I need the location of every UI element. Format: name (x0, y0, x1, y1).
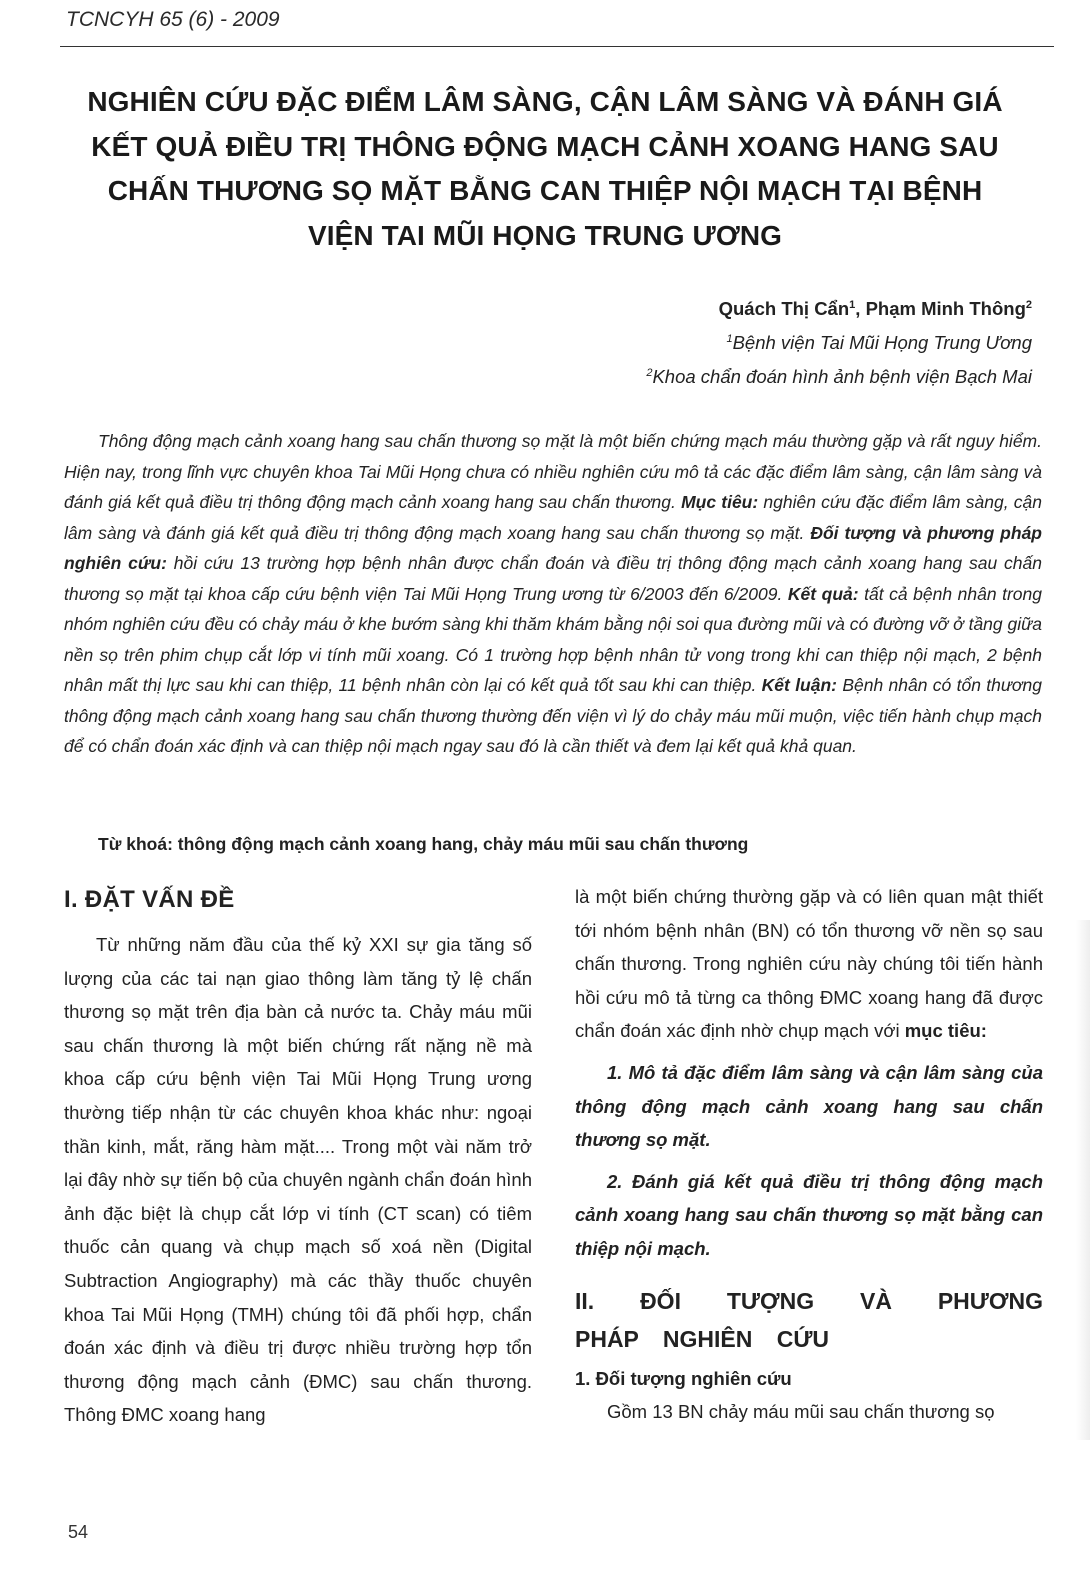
abstract (64, 426, 1042, 762)
affiliation-1 (646, 326, 1032, 360)
objective-1: 1. Mô tả đặc điểm lâm sàng và cận lâm sàng của thông động mạch cảnh xoang hang sau chấn thương sọ mặt. (575, 1061, 1043, 1151)
section-2-paragraph: Gồm 13 BN chảy máu mũi sau chấn thương sọ (607, 1401, 995, 1423)
section-1-paragraph: Từ những năm đầu của thế kỷ XXI sự gia tăng số lượng của các tai nạn giao thông làm tăng tỷ lệ chấn thương sọ mặt trên địa bàn cả nước ta. Chảy máu mũi sau chấn thương là một biến chứng rất nặng nề mà khoa cấp cứu bệnh viện Tai Mũi Họng Trung ương thường tiếp nhận từ các chuyên khoa khác như: ngoại thần kinh, mắt, răng hàm mặt.... Trong một vài năm trở lại đây nhờ sự tiến bộ của chuyên ngành chẩn đoán hình ảnh đặc biệt là chụp cắt lớp vi tính (CT scan) có tiêm thuốc cản quang và chụp mạch số xoá nền (Digital Subtraction Angiography) mà các thầy thuốc chuyên khoa Tai Mũi Họng (TMH) chúng tôi đã phối hợp, chẩn đoán xác định và điều trị được nhiều trường hợp tổn thương động mạch cảnh (ĐMC) sau chấn thương. Thông ĐMC xoang hang (64, 934, 532, 1426)
abstract-results: tất cả bệnh nhân trong nhóm nghiên cứu đều có chảy máu ở khe bướm sàng khi thăm khám bằng nội soi qua đường mũi và có đường vỡ ở tầng giữa nền sọ trên phim chụp cắt lớp vi tính mũi xoang. Có 1 trường hợp bệnh nhân tử vong trong khi can thiệp nội mạch, 2 bệnh nhân mất thị lực sau khi can thiệp, 11 bệnh nhân còn lại có kết quả tốt sau khi can thiệp. (64, 583, 1043, 695)
journal-header: TCNCYH 65 (6) - 2009 (66, 8, 280, 31)
abstract-methods-label: Đối tượng và phương pháp nghiên cứu: (64, 522, 1042, 573)
keywords: Từ khoá: thông động mạch cảnh xoang hang, chảy máu mũi sau chấn thương (98, 834, 749, 854)
scan-edge-shadow (1076, 920, 1090, 1440)
page-number: 54 (68, 1522, 89, 1542)
abstract-objective: nghiên cứu đặc điểm lâm sàng, cận lâm sàng và đánh giá kết quả điều trị thông động mạch xoang hang sau chấn thương sọ mặt. (64, 492, 1042, 543)
affiliation-1-mark: 1 (726, 332, 733, 345)
section-2-subheading: 1. Đối tượng nghiên cứu (575, 1367, 792, 1389)
abstract-conclusion: Bệnh nhân có tổn thương thông động mạch cảnh xoang hang sau chấn thương thường đến viện vì lý do chảy máu mũi muộn, việc tiến hành chụp mạch để có chẩn đoán xác định và can thiệp nội mạch ngay sau đó là cần thiết và đem lại kết quả khả quan. (64, 675, 1042, 756)
article-title (55, 80, 1035, 258)
abstract-intro: Thông động mạch cảnh xoang hang sau chấn thương sọ mặt là một biến chứng mạch máu thường gặp và rất nguy hiểm. Hiện nay, trong lĩnh vực chuyên khoa Tai Mũi Họng chưa có nhiều nghiên cứu mô tả các đặc điểm lâm sàng, cận lâm sàng và đánh giá kết quả điều trị thông động mạch cảnh xoang hang sau chấn thương. (64, 431, 1042, 512)
author-2: Phạm Minh Thông (865, 298, 1026, 319)
affiliation-1-text: Bệnh viện Tai Mũi Họng Trung Ương (732, 332, 1032, 353)
objectives-label: mục tiêu: (904, 1020, 987, 1042)
author-names (646, 292, 1032, 326)
author-1: Quách Thị Cẩn (718, 298, 850, 319)
header-rule (60, 46, 1054, 47)
right-column (575, 880, 1043, 1429)
title-line: CHẤN THƯƠNG SỌ MẶT BẰNG CAN THIỆP NỘI MẠCH TẠI BỆNH (107, 175, 983, 206)
author-separator: , (855, 298, 866, 319)
author-1-affiliation-mark: 1 (849, 298, 856, 311)
abstract-results-label: Kết quả: (787, 583, 859, 604)
objective-2: 2. Đánh giá kết quả điều trị thông động mạch cảnh xoang hang sau chấn thương sọ mặt bằng can thiệp nội mạch. (575, 1170, 1043, 1259)
continuation-text: là một biến chứng thường gặp và có liên quan mật thiết tới nhóm bệnh nhân (BN) có tổn thương vỡ nền sọ sau chấn thương. Trong nghiên cứu này chúng tôi tiến hành hồi cứu mô tả từng ca thông ĐMC xoang hang đã được chẩn đoán xác định nhờ chụp mạch với (575, 886, 1043, 1042)
affiliation-2 (646, 360, 1032, 394)
author-block (646, 292, 1032, 394)
affiliation-2-text: Khoa chẩn đoán hình ảnh bệnh viện Bạch Mai (652, 366, 1032, 387)
section-2-heading: II. ĐỐI TƯỢNG VÀ PHƯƠNG PHÁP NGHIÊN CỨU (575, 1287, 1043, 1352)
title-line: KẾT QUẢ ĐIỀU TRỊ THÔNG ĐỘNG MẠCH CẢNH XOANG HANG SAU (91, 130, 999, 162)
affiliation-2-mark: 2 (646, 366, 653, 379)
section-1-continuation (575, 880, 1043, 1048)
abstract-conclusion-label: Kết luận: (761, 675, 837, 695)
section-1-heading: I. ĐẶT VẤN ĐỀ (64, 886, 235, 913)
title-line: NGHIÊN CỨU ĐẶC ĐIỂM LÂM SÀNG, CẬN LÂM SÀNG VÀ ĐÁNH GIÁ (87, 86, 1003, 117)
author-2-affiliation-mark: 2 (1025, 298, 1032, 311)
left-column (64, 880, 532, 1432)
abstract-objective-label: Mục tiêu: (681, 492, 759, 512)
abstract-methods: hồi cứu 13 trường hợp bệnh nhân được chẩn đoán và điều trị thông động mạch cảnh xoang hang sau chấn thương sọ mặt tại khoa cấp cứu bệnh viện Tai Mũi Họng Trung ương từ 6/2003 đến 6/2009. (64, 553, 1042, 604)
title-line: VIỆN TAI MŨI HỌNG TRUNG ƯƠNG (307, 219, 783, 251)
